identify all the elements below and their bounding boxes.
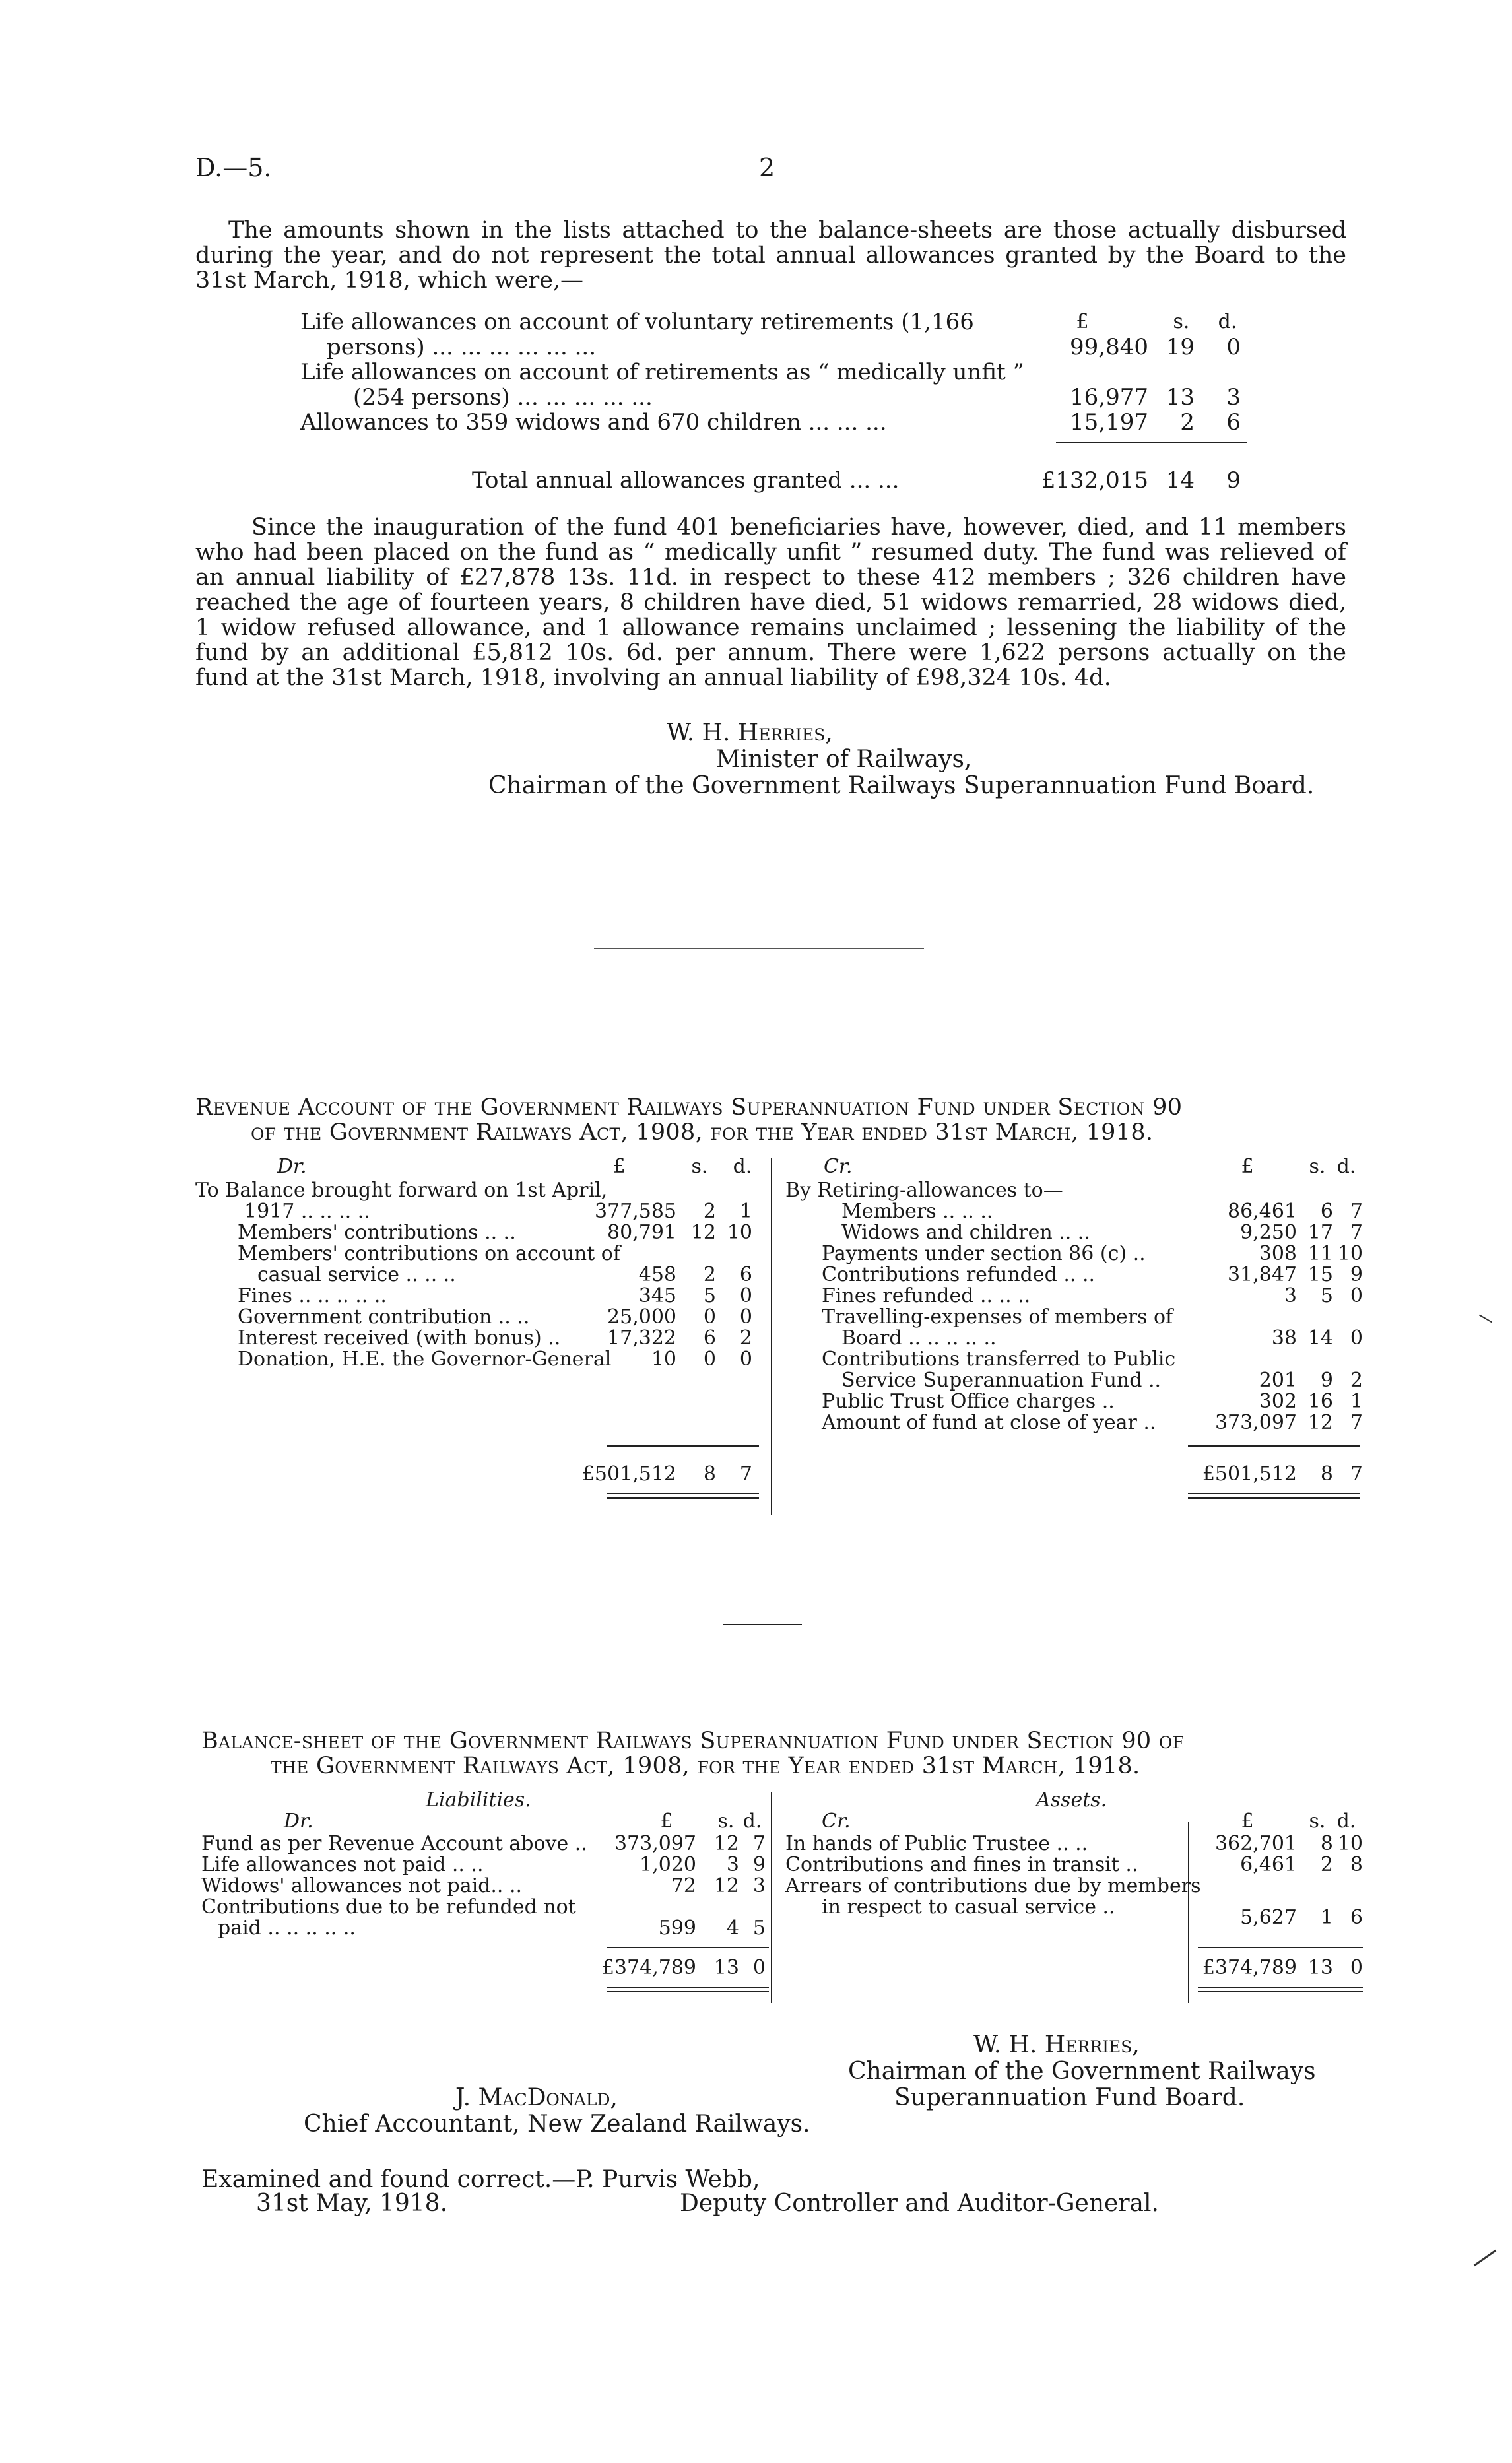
revenue-credit-row: Widows and children .. .. <box>841 1221 1090 1244</box>
beneficiaries-line: 1 widow refused allowance, and 1 allowance remains unclaimed ; lessening the liability of the <box>195 614 1346 641</box>
macdonald-name: J. MacDonald, <box>455 2084 618 2111</box>
balance-liability-row: paid .. .. .. .. .. <box>218 1917 356 1940</box>
revenue-debit-shillings: 6 <box>703 1327 716 1350</box>
balance-cr-col-pound: £ <box>1241 1810 1254 1833</box>
signature-herries-name: W. H. Herries, <box>667 719 833 746</box>
balance-liability-pence: 3 <box>752 1874 766 1897</box>
revenue-debit-pounds: 377,585 <box>594 1200 676 1223</box>
beneficiaries-paragraph <box>195 515 1346 690</box>
allowances-total-pence: 9 <box>1226 467 1241 494</box>
allowance-row-shillings: 19 <box>1166 334 1195 360</box>
revenue-debit-pounds: 458 <box>638 1263 676 1286</box>
balance-liability-total-pence: 0 <box>752 1956 766 1979</box>
revenue-debit-pence: 1 <box>739 1200 752 1223</box>
balance-asset-double-rule <box>1198 1987 1363 1992</box>
revenue-cr-col-pence: d. <box>1336 1155 1356 1178</box>
balance-liability-pounds: 72 <box>671 1874 696 1897</box>
revenue-credit-shillings: 12 <box>1307 1411 1333 1434</box>
allowances-col-pence: d. <box>1218 310 1237 333</box>
beneficiaries-line: fund at the 31st March, 1918, involving an annual liability of £98,324 10s. 4d. <box>195 665 1111 691</box>
balance-asset-shillings: 1 <box>1320 1906 1333 1929</box>
revenue-debit-pounds: 10 <box>651 1348 676 1371</box>
balance-asset-row: in respect to casual service .. <box>822 1895 1115 1919</box>
revenue-debit-pence: 10 <box>727 1221 752 1244</box>
section-divider <box>594 948 924 949</box>
revenue-debit-shillings: 0 <box>703 1305 716 1329</box>
balance-liability-total-rule <box>607 1947 769 1948</box>
bottom-herries-title-2: Superannuation Fund Board. <box>894 2084 1245 2111</box>
revenue-debit-row: Interest received (with bonus) .. <box>238 1327 561 1350</box>
allowance-row-pounds: 16,977 <box>1070 384 1148 410</box>
revenue-credit-shillings: 6 <box>1320 1200 1333 1223</box>
revenue-debit-row: Members' contributions .. .. <box>238 1221 516 1244</box>
balance-liability-shillings: 3 <box>726 1853 739 1876</box>
revenue-credit-row: Payments under section 86 (c) .. <box>822 1242 1146 1265</box>
margin-mark <box>1474 2250 1496 2266</box>
balance-liability-total-pounds: £374,789 <box>601 1956 696 1979</box>
beneficiaries-line: fund by an additional £5,812 10s. 6d. per annum. There were 1,622 persons actually on the <box>195 640 1346 666</box>
allowance-row-pence: 0 <box>1226 334 1241 360</box>
revenue-credit-shillings: 11 <box>1307 1242 1333 1265</box>
revenue-debit-row: Donation, H.E. the Governor-General <box>238 1348 612 1371</box>
balance-liability-pence: 9 <box>752 1853 766 1876</box>
allowance-row-label: (254 persons) ... ... ... ... ... <box>353 384 653 410</box>
beneficiaries-line: who had been placed on the fund as “ medically unfit ” resumed duty. The fund was relieved of <box>195 539 1346 566</box>
revenue-credit-pounds: 38 <box>1271 1327 1297 1350</box>
audit-date: 31st May, 1918. <box>256 2190 448 2217</box>
balance-liability-row: Contributions due to be refunded not <box>201 1895 576 1919</box>
revenue-debit-total-shillings: 8 <box>703 1462 716 1486</box>
balance-liability-row: Widows' allowances not paid.. .. <box>201 1874 523 1897</box>
revenue-debit-row: To Balance brought forward on 1st April, <box>195 1179 608 1202</box>
revenue-debit-row: casual service .. .. .. <box>257 1263 456 1286</box>
intro-line: The amounts shown in the lists attached to the balance-sheets are those actually disbursed <box>228 217 1346 244</box>
revenue-credit-pence: 0 <box>1350 1327 1363 1350</box>
revenue-debit-pence: 0 <box>739 1284 752 1307</box>
revenue-debit-pence: 2 <box>739 1327 752 1350</box>
revenue-credit-pounds: 308 <box>1259 1242 1297 1265</box>
allowance-row-label: persons) ... ... ... ... ... ... <box>327 334 597 360</box>
balance-liability-shillings: 4 <box>726 1917 739 1940</box>
revenue-credit-pence: 2 <box>1350 1369 1363 1392</box>
revenue-debit-pounds: 17,322 <box>607 1327 676 1350</box>
balance-asset-pence: 6 <box>1350 1906 1363 1929</box>
revenue-credit-total-rule <box>1188 1445 1360 1447</box>
page-number: 2 <box>759 153 775 182</box>
revenue-credit-pence: 0 <box>1350 1284 1363 1307</box>
revenue-credit-total-pounds: £501,512 <box>1202 1462 1297 1486</box>
revenue-debit-total-rule <box>607 1445 759 1447</box>
revenue-debit-shillings: 2 <box>703 1200 716 1223</box>
revenue-credit-row: Fines refunded .. .. .. <box>822 1284 1031 1307</box>
balance-asset-row: In hands of Public Trustee .. .. <box>785 1832 1088 1855</box>
balance-asset-pounds: 6,461 <box>1240 1853 1297 1876</box>
revenue-credit-shillings: 17 <box>1307 1221 1333 1244</box>
revenue-dr-label: Dr. <box>277 1155 307 1178</box>
revenue-debit-shillings: 5 <box>703 1284 716 1307</box>
revenue-debit-row: 1917 .. .. .. .. <box>244 1200 370 1223</box>
balance-asset-row: Contributions and fines in transit .. <box>785 1853 1138 1876</box>
revenue-debit-double-rule <box>607 1493 759 1499</box>
allowances-col-shillings: s. <box>1173 310 1190 333</box>
revenue-credit-total-shillings: 8 <box>1320 1462 1333 1486</box>
balance-sheet-title: Balance-sheet of the Government Railways Superannuation Fund under Section 90 of <box>201 1728 1185 1754</box>
beneficiaries-line: an annual liability of £27,878 13s. 11d. in respect to these 412 members ; 326 children have <box>195 564 1346 591</box>
allowance-row-pence: 3 <box>1226 384 1241 410</box>
allowance-row-shillings: 13 <box>1166 384 1195 410</box>
audit-statement: Examined and found correct.—P. Purvis Webb, <box>201 2166 760 2193</box>
balance-asset-pence: 8 <box>1350 1853 1363 1876</box>
revenue-debit-shillings: 2 <box>703 1263 716 1286</box>
balance-liability-shillings: 12 <box>713 1832 739 1855</box>
balance-sheet-title-2: the Government Railways Act, 1908, for the Year ended 31st March, 1918. <box>271 1753 1140 1779</box>
revenue-debit-pounds: 25,000 <box>607 1305 676 1329</box>
balance-liability-pounds: 1,020 <box>640 1853 696 1876</box>
allowances-total-label: Total annual allowances granted ... ... <box>472 467 900 494</box>
revenue-credit-shillings: 14 <box>1307 1327 1333 1350</box>
allowance-row-label: Life allowances on account of voluntary retirements (1,166 <box>300 309 974 335</box>
margin-mark <box>1479 1315 1492 1323</box>
revenue-credit-row: Public Trust Office charges .. <box>822 1390 1115 1413</box>
balance-liabilities-label: Liabilities. <box>426 1789 531 1812</box>
balance-liability-shillings: 12 <box>713 1874 739 1897</box>
signature-herries-title: Minister of Railways, <box>716 746 972 773</box>
revenue-col-pence: d. <box>733 1155 752 1178</box>
revenue-debit-row: Fines .. .. .. .. .. <box>238 1284 387 1307</box>
balance-liability-pounds: 373,097 <box>614 1832 696 1855</box>
balance-liability-pounds: 599 <box>658 1917 696 1940</box>
revenue-account-title: Revenue Account of the Government Railways Superannuation Fund under Section 90 <box>195 1094 1183 1121</box>
balance-liability-row: Fund as per Revenue Account above .. <box>201 1832 587 1855</box>
revenue-credit-pounds: 302 <box>1259 1390 1297 1413</box>
revenue-credit-pence: 7 <box>1350 1200 1363 1223</box>
revenue-debit-total-pence: 7 <box>739 1462 752 1486</box>
revenue-credit-row: Travelling-expenses of members of <box>822 1305 1173 1329</box>
balance-col-pound: £ <box>660 1810 673 1833</box>
revenue-credit-row: Board .. .. .. .. .. <box>841 1327 997 1350</box>
revenue-credit-shillings: 9 <box>1320 1369 1333 1392</box>
revenue-cr-col-pound: £ <box>1241 1155 1254 1178</box>
balance-asset-shillings: 8 <box>1320 1832 1333 1855</box>
revenue-debit-shillings: 12 <box>690 1221 716 1244</box>
allowance-row-pounds: 15,197 <box>1070 409 1148 436</box>
revenue-debit-row: Members' contributions on account of <box>238 1242 620 1265</box>
revenue-debit-shillings: 0 <box>703 1348 716 1371</box>
revenue-account-title-2: of the Government Railways Act, 1908, for the Year ended 31st March, 1918. <box>251 1119 1154 1146</box>
macdonald-title: Chief Accountant, New Zealand Railways. <box>304 2111 810 2138</box>
balance-asset-pounds: 362,701 <box>1214 1832 1297 1855</box>
revenue-debit-pence: 0 <box>739 1348 752 1371</box>
revenue-credit-pence: 7 <box>1350 1411 1363 1434</box>
document-reference: D.—5. <box>195 153 272 182</box>
balance-asset-shillings: 2 <box>1320 1853 1333 1876</box>
revenue-cr-col-shillings: s. <box>1309 1155 1326 1178</box>
balance-liability-double-rule <box>607 1987 769 1992</box>
signature-herries-chairman: Chairman of the Government Railways Superannuation Fund Board. <box>488 772 1315 799</box>
balance-asset-total-pence: 0 <box>1350 1956 1363 1979</box>
revenue-debit-row: Government contribution .. .. <box>238 1305 530 1329</box>
revenue-credit-pounds: 3 <box>1284 1284 1297 1307</box>
balance-col-shillings: s. <box>717 1810 735 1833</box>
balance-cr-col-pence: d. <box>1336 1810 1356 1833</box>
revenue-debit-total-pounds: £501,512 <box>581 1462 676 1486</box>
balance-asset-pounds: 5,627 <box>1240 1906 1297 1929</box>
balance-liability-row: Life allowances not paid .. .. <box>201 1853 484 1876</box>
revenue-credit-total-pence: 7 <box>1350 1462 1363 1486</box>
allowances-total-shillings: 14 <box>1166 467 1195 494</box>
bottom-herries-title: Chairman of the Government Railways <box>848 2058 1316 2085</box>
allowance-row-label: Life allowances on account of retirements as “ medically unfit ” <box>300 359 1024 385</box>
revenue-credit-pence: 1 <box>1350 1390 1363 1413</box>
balance-assets-label: Assets. <box>1036 1789 1107 1812</box>
revenue-credit-row: Service Superannuation Fund .. <box>841 1369 1162 1392</box>
beneficiaries-line: Since the inauguration of the fund 401 beneficiaries have, however, died, and 11 members <box>251 514 1346 541</box>
revenue-credit-shillings: 16 <box>1307 1390 1333 1413</box>
revenue-center-rule <box>771 1158 772 1515</box>
revenue-credit-double-rule <box>1188 1493 1360 1499</box>
intro-line: during the year, and do not represent the total annual allowances granted by the Board to the <box>195 242 1346 269</box>
revenue-credit-shillings: 5 <box>1320 1284 1333 1307</box>
allowance-row-shillings: 2 <box>1180 409 1195 436</box>
balance-cr-label: Cr. <box>822 1810 851 1833</box>
revenue-debit-pence: 0 <box>739 1305 752 1329</box>
balance-asset-total-shillings: 13 <box>1307 1956 1333 1979</box>
bottom-herries-name: W. H. Herries, <box>973 2031 1140 2058</box>
revenue-col-pound: £ <box>612 1155 626 1178</box>
allowance-row-pounds: 99,840 <box>1070 334 1148 360</box>
revenue-cr-label: Cr. <box>824 1155 853 1178</box>
audit-title: Deputy Controller and Auditor-General. <box>680 2190 1159 2217</box>
revenue-credit-pence: 10 <box>1337 1242 1363 1265</box>
balance-liability-total-shillings: 13 <box>713 1956 739 1979</box>
revenue-credit-pence: 7 <box>1350 1221 1363 1244</box>
intro-paragraph <box>195 218 1346 293</box>
allowance-row-label: Allowances to 359 widows and 670 children ... ... ... <box>300 409 887 436</box>
revenue-col-shillings: s. <box>691 1155 708 1178</box>
allowances-total-rule <box>1056 442 1247 443</box>
revenue-debit-pence: 6 <box>739 1263 752 1286</box>
section-divider-2 <box>723 1624 802 1625</box>
revenue-credit-row: Contributions transferred to Public <box>822 1348 1176 1371</box>
balance-dr-label: Dr. <box>284 1810 313 1833</box>
revenue-credit-pence: 9 <box>1350 1263 1363 1286</box>
balance-center-rule <box>771 1792 772 2003</box>
revenue-credit-row: By Retiring-allowances to— <box>785 1179 1063 1202</box>
revenue-credit-row: Contributions refunded .. .. <box>822 1263 1096 1286</box>
revenue-debit-pounds: 345 <box>638 1284 676 1307</box>
balance-col-pence: d. <box>742 1810 762 1833</box>
revenue-credit-pounds: 9,250 <box>1240 1221 1297 1244</box>
allowances-col-pound: £ <box>1076 310 1089 333</box>
revenue-credit-pounds: 31,847 <box>1228 1263 1297 1286</box>
balance-liability-pence: 7 <box>752 1832 766 1855</box>
revenue-credit-row: Amount of fund at close of year .. <box>822 1411 1156 1434</box>
revenue-credit-shillings: 15 <box>1307 1263 1333 1286</box>
revenue-credit-pounds: 373,097 <box>1214 1411 1297 1434</box>
balance-asset-pence: 10 <box>1337 1832 1363 1855</box>
allowance-row-pence: 6 <box>1226 409 1241 436</box>
revenue-credit-pounds: 201 <box>1259 1369 1297 1392</box>
revenue-credit-pounds: 86,461 <box>1228 1200 1297 1223</box>
balance-asset-total-pounds: £374,789 <box>1202 1956 1297 1979</box>
beneficiaries-line: reached the age of fourteen years, 8 children have died, 51 widows remarried, 28 widows died, <box>195 589 1346 616</box>
intro-line: 31st March, 1918, which were,— <box>195 267 584 294</box>
revenue-debit-pounds: 80,791 <box>607 1221 676 1244</box>
balance-asset-row: Arrears of contributions due by members <box>785 1874 1201 1897</box>
allowances-total-pounds: £132,015 <box>1041 467 1148 494</box>
balance-liability-pence: 5 <box>752 1917 766 1940</box>
balance-cr-col-shillings: s. <box>1309 1810 1326 1833</box>
revenue-credit-row: Members .. .. .. <box>841 1200 993 1223</box>
balance-asset-total-rule <box>1198 1947 1363 1948</box>
